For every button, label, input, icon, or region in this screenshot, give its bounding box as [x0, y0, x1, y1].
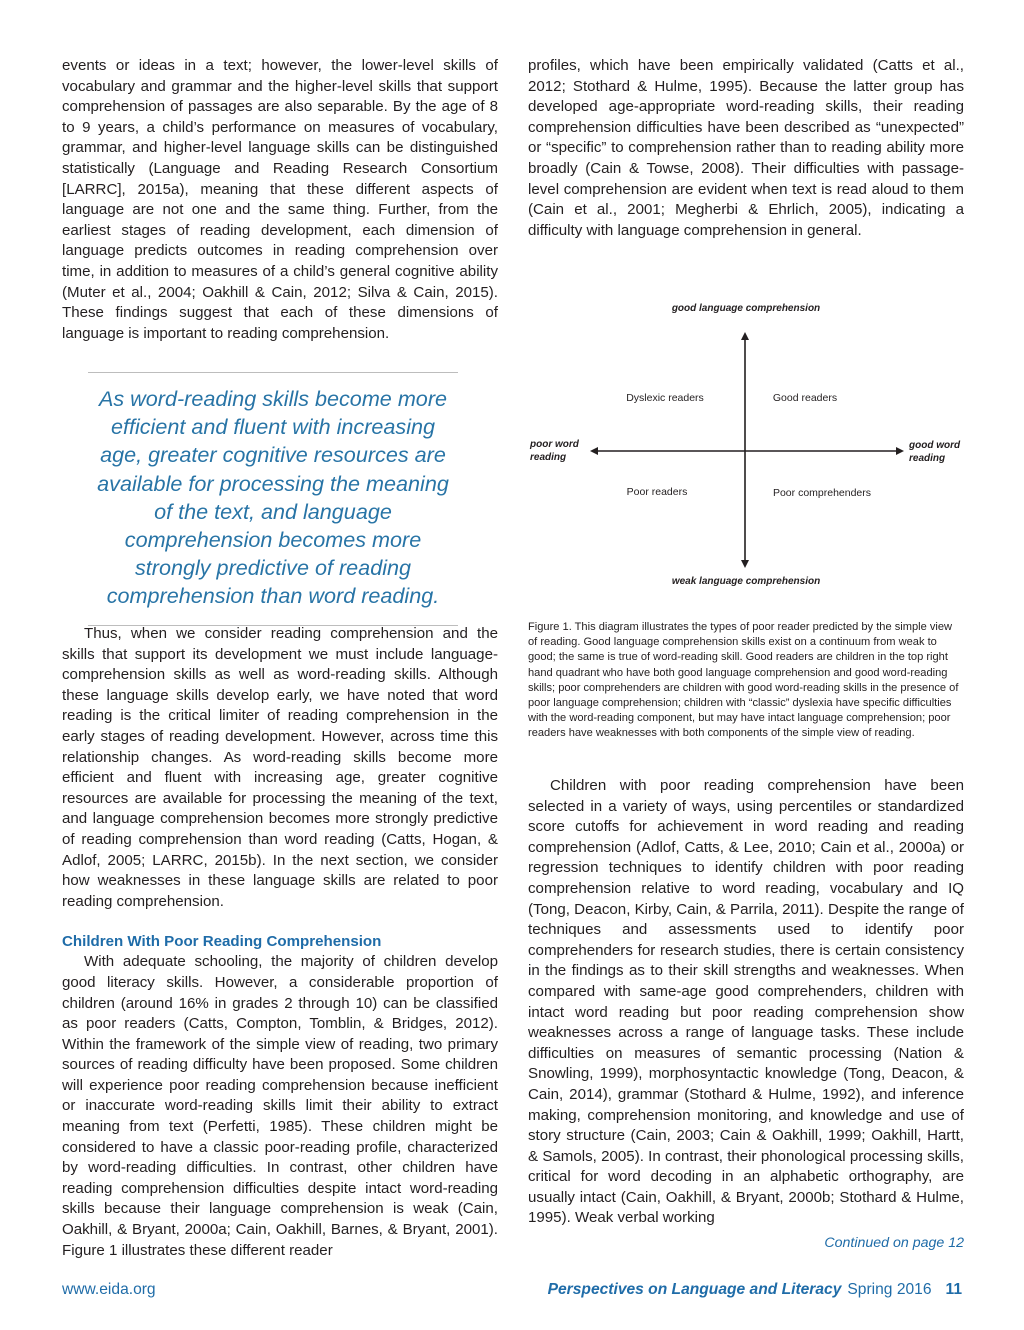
right-axis-label-line1: good word — [909, 440, 961, 451]
footer-issue: Spring 2016 — [847, 1281, 932, 1298]
right-paragraph-2: Children with poor reading comprehension have been selected in a variety of ways, using percentiles or standardized score cutoffs for achievement in word reading and reading comprehension (Adlof, Catts, & Lee, 2010; Cain et al., 2000a) or regression techniques to identify children with poor reading comprehension relative to word reading, vocabulary and IQ (Tong, Deacon, Kirby, Cain, & Parrila, 2011). Despite the range of techniques and assessments used to identify poor comprehenders for research studies, there is certain consistency in the findings as to their skill strengths and weaknesses. When compared with same-age good comprehenders, children with intact word reading but poor reading comprehension show weaknesses across a range of language tasks. These include difficulties on measures of semantic processing (Nation & Snowling, 1999), morphosyntactic knowledge (Tong, Deacon, & Cain, 2014), grammar (Stothard & Hulme, 1992), and inference making, comprehension monitoring, and knowledge and use of story structure (Cain, 2003; Cain & Oakhill, 1999; Oakhill, Hartt, & Samols, 2005). In contrast, their phonological processing skills, critical for word decoding in an alphabetic orthography, are usually intact (Cain, Oakhill, & Bryant, 2000b; Stothard & Hulme, 1995). Weak verbal working — [528, 777, 964, 1227]
quadrant-top-right: Good readers — [772, 392, 838, 404]
footer-url-link[interactable]: www.eida.org — [62, 1281, 156, 1298]
quadrant-diagram — [520, 296, 970, 596]
pull-quote — [88, 372, 458, 626]
left-column-lower — [62, 624, 498, 1261]
pull-quote-text: As word-reading skills become more efficient and fluent with increasing age, greater cognitive resources are available for processing the meaning of the text, and language comprehension becomes more strongly predictive of reading comprehension than word reading. — [97, 386, 449, 609]
left-paragraph-1: events or ideas in a text; however, the lower-level skills of vocabulary and grammar and the higher-level skills that support comprehension of passages are also separable. By the age of 8 to 9 years, a child’s performance on measures of vocabulary, grammar, and higher-level language skills can be distinguished statistically (Language and Reading Research Consortium [LARRC], 2015a), meaning that these different aspects of language are not one and the same thing. Further, from the earliest stages of reading development, each dimension of language predicts outcomes in reading comprehension over time, in addition to measures of a child’s general cognitive ability (Muter et al., 2004; Oakhill & Cain, 2012; Silva & Cain, 2015). These findings suggest that each of these dimensions of language is important to reading comprehension. — [62, 57, 498, 342]
figure-caption: Figure 1. This diagram illustrates the types of poor reader predicted by the simple view of reading. Good language comprehension skills exist on a continuum from weak to good; the same is true of word-reading skill. Good readers are children in the top right hand quadrant who have both good language comprehension and good word-reading skills; poor comprehenders are children with good word-reading skills in the presence of poor language comprehension; children with “classic” dyslexia have specific difficulties with the word-reading component, but may have intact language comprehension; poor readers have weaknesses with both components of the simple view of reading. — [528, 621, 959, 740]
quadrant-top-left: Dyslexic readers — [626, 392, 704, 404]
figure-1-diagram — [520, 296, 970, 596]
left-axis-label-line2: reading — [530, 452, 567, 463]
footer-journal-title: Perspectives on Language and Literacy — [547, 1281, 842, 1298]
top-axis-label: good language comprehension — [671, 303, 821, 314]
footer-page-number: 11 — [945, 1281, 962, 1298]
quadrant-bottom-left: Poor readers — [626, 486, 688, 498]
left-column — [62, 56, 498, 344]
left-axis-label-line1: poor word — [530, 439, 579, 450]
right-column — [528, 56, 964, 241]
section-heading: Children With Poor Reading Comprehension — [62, 933, 382, 951]
right-column-lower — [528, 776, 964, 1229]
right-paragraph-1: profiles, which have been empirically validated (Catts et al., 2012; Stothard & Hulme, 1995). Because the latter group has developed age-appropriate word-reading skills, their reading comprehension difficulties have been described as “unexpected” or “specific” to comprehension rather than to reading ability more broadly (Cain & Towse, 2008). Their difficulties with passage-level comprehension are evident when text is read aloud to them (Cain et al., 2001; Megherbi & Ehrlich, 2005), indicating a difficulty with language comprehension in general. — [528, 57, 964, 239]
right-axis-label-line2: reading — [909, 453, 946, 464]
continued-link[interactable]: Continued on page 12 — [824, 1235, 964, 1251]
footer-journal-info — [548, 1281, 962, 1299]
bottom-axis-label: weak language comprehension — [671, 576, 821, 587]
left-paragraph-2: Thus, when we consider reading comprehension and the skills that support its development we must include language-comprehension skills as well as word-reading skills. Although these language skills develop early, we have noted that word reading is the critical limiter of reading comprehension in the early stages of reading development. However, across time this relationship changes. As word-reading skills become more efficient and fluent with increasing age, greater cognitive resources are available for processing the meaning of the text, and language comprehension becomes more strongly predictive of reading comprehension than word reading (Catts, Hogan, & Adlof, 2005; LARRC, 2015b). In the next section, we consider how weaknesses in these language skills are related to poor reading comprehension. — [62, 625, 498, 910]
quadrant-bottom-right: Poor comprehenders — [772, 487, 872, 499]
left-paragraph-3: With adequate schooling, the majority of children develop good literacy skills. However, a considerable proportion of children (around 16% in grades 2 through 10) can be classified as poor readers (Catts, Compton, Tomblin, & Bridges, 2012). Within the framework of the simple view of reading, two primary sources of reading difficulty have been proposed. Some children will experience poor reading comprehension because inefficient or inaccurate word-reading skills limit their ability to extract meaning from text (Perfetti, 1985). These children might be considered to have a classic poor-reading profile, characterized by word-reading difficulties. In contrast, other children have reading comprehension difficulties despite intact word-reading skills because their language comprehension is weak (Cain, Oakhill, & Bryant, 2000a; Cain, Oakhill, Barnes, & Bryant, 2001). Figure 1 illustrates these different reader — [62, 953, 498, 1259]
